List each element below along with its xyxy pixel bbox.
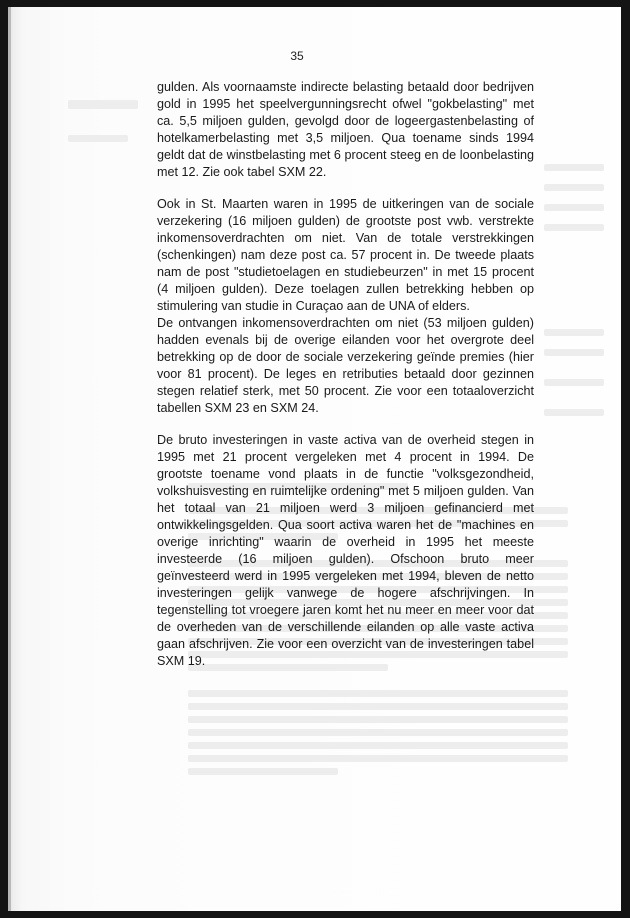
show-through-heading: [68, 100, 138, 109]
show-through-line: [188, 690, 568, 697]
body-text: [157, 79, 534, 670]
show-through-line: [544, 204, 604, 211]
paragraph-received-transfers: De ontvangen inkomensoverdrachten om niet (53 miljoen gulden) hadden evenals bij de overige eilanden voor het overgrote deel betrekking op de door de sociale verzekering geïnde premies (hier voor 81 procent). De leges en retributies betaald door gezinnen stegen relatief sterk, met 50 procent. Zie voor een totaaloverzicht tabellen SXM 23 en SXM 24.: [157, 316, 534, 415]
show-through-line: [544, 224, 604, 231]
show-through-line: [188, 755, 568, 762]
show-through-line: [188, 703, 568, 710]
show-through-subheading: [68, 135, 128, 142]
show-through-line: [544, 329, 604, 336]
page-number: 35: [290, 49, 304, 63]
paragraph-indirect-taxes: gulden. Als voornaamste indirecte belasting betaald door bedrijven gold in 1995 het speelvergunningsrecht ofwel "gokbelasting" met ca. 5,5 miljoen gulden, gevolgd door de logeergastenbelasting of hotelkamerbelasting met 3,5 miljoen. Qua toename sinds 1994 geldt dat de winstbelasting met 6 procent steeg en de loonbelasting met 12. Zie ook tabel SXM 22.: [157, 80, 534, 179]
show-through-line: [188, 729, 568, 736]
scanned-page: [8, 7, 621, 911]
show-through-line: [188, 742, 568, 749]
paragraph-investments: De bruto investeringen in vaste activa van de overheid stegen in 1995 met 21 procent vergeleken met 4 procent in 1994. De grootste toename vond plaats in de functie "volksgezondheid, volkshuisvesting en ruimtelijke ordening" met 5 miljoen gulden. Van het totaal van 21 miljoen werd 3 miljoen gefinancierd met ontwikkelingsgelden. Qua soort activa waren het de "machines en overige inrichting" waarin de overheid in 1995 het meeste investeerde (16 miljoen gulden). Ofschoon bruto meer geïnvesteerd werd in 1995 vergeleken met 1994, bleven de netto investeringen gelijk vanwege de hogere afschrijvingen. In tegenstelling tot vroegere jaren komt het nu meer en meer voor dat de overheden van de verschillende eilanden op alle vaste activa gaan afschrijven. Zie voor een overzicht van de investeringen tabel SXM 19.: [157, 433, 534, 668]
show-through-line: [544, 409, 604, 416]
show-through-line: [188, 716, 568, 723]
show-through-line: [544, 379, 604, 386]
show-through-line: [544, 349, 604, 356]
show-through-line: [544, 184, 604, 191]
paragraph-social-benefits: Ook in St. Maarten waren in 1995 de uitkeringen van de sociale verzekering (16 miljoen gulden) de grootste post vwb. verstrekte inkomensoverdrachten om niet. Van de totale verstrekkingen (schenkingen) nam deze post ca. 57 procent in. De tweede plaats nam de post "studietoelagen en studiebeurzen" in met 15 procent (4 miljoen gulden). Deze toelagen zullen betrekking hebben op stimulering van studie in Curaçao aan de UNA of elders.: [157, 197, 534, 313]
show-through-line: [544, 164, 604, 171]
show-through-line: [188, 768, 338, 775]
page-spine-shadow: [8, 7, 11, 911]
